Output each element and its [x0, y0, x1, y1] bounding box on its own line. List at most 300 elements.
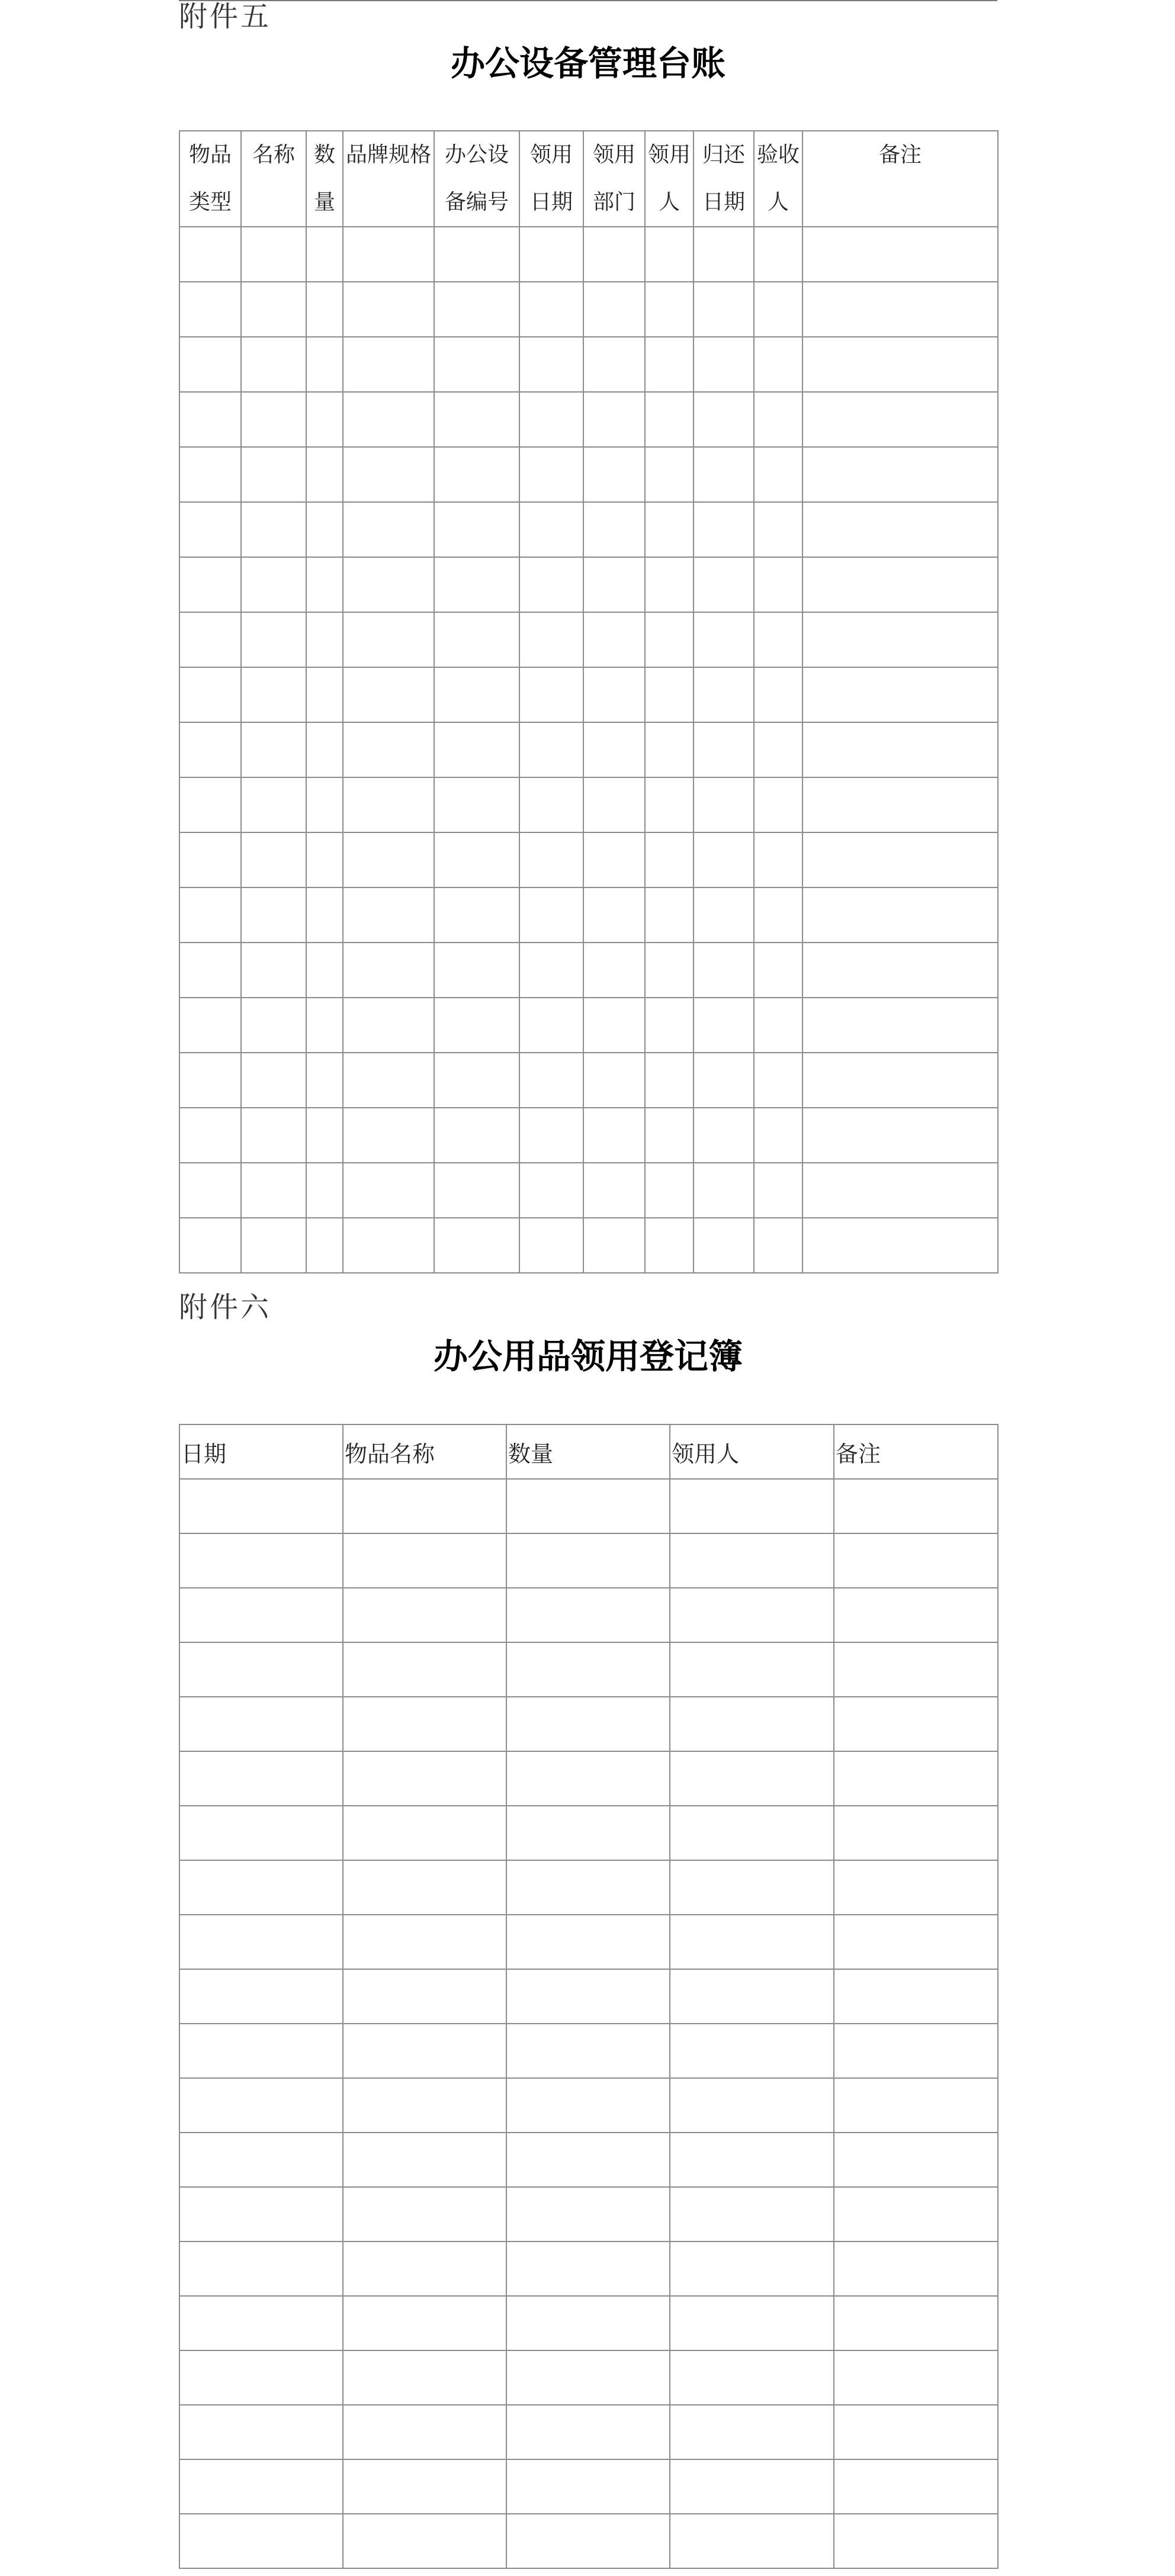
table-cell[interactable]	[343, 1697, 506, 1751]
table-cell[interactable]	[519, 722, 583, 777]
table-cell[interactable]	[506, 2024, 670, 2078]
table-cell[interactable]	[179, 337, 241, 392]
table-cell[interactable]	[506, 2459, 670, 2514]
table-cell[interactable]	[179, 777, 241, 832]
table-cell[interactable]	[802, 943, 998, 998]
table-cell[interactable]	[754, 227, 802, 282]
table-cell[interactable]	[434, 998, 519, 1053]
table-cell[interactable]	[241, 887, 306, 943]
table-cell[interactable]	[506, 2350, 670, 2405]
table-cell[interactable]	[519, 887, 583, 943]
table-cell[interactable]	[802, 612, 998, 667]
table-cell[interactable]	[694, 667, 754, 722]
table-cell[interactable]	[434, 832, 519, 887]
table-cell[interactable]	[694, 1108, 754, 1163]
table-cell[interactable]	[179, 1806, 343, 1860]
table-cell[interactable]	[343, 832, 434, 887]
table-cell[interactable]	[645, 612, 694, 667]
table-cell[interactable]	[179, 612, 241, 667]
table-cell[interactable]	[583, 1053, 645, 1108]
table-cell[interactable]	[583, 337, 645, 392]
table-cell[interactable]	[179, 998, 241, 1053]
table-cell[interactable]	[434, 557, 519, 612]
table-cell[interactable]	[754, 722, 802, 777]
table-cell[interactable]	[179, 1915, 343, 1969]
table-cell[interactable]	[179, 557, 241, 612]
table-cell[interactable]	[306, 887, 343, 943]
table-cell[interactable]	[241, 557, 306, 612]
table-cell[interactable]	[179, 1218, 241, 1273]
table-cell[interactable]	[306, 722, 343, 777]
table-cell[interactable]	[179, 2241, 343, 2296]
table-cell[interactable]	[519, 943, 583, 998]
table-cell[interactable]	[670, 2350, 834, 2405]
table-cell[interactable]	[343, 887, 434, 943]
table-cell[interactable]	[179, 1697, 343, 1751]
table-cell[interactable]	[670, 2459, 834, 2514]
table-cell[interactable]	[645, 943, 694, 998]
table-cell[interactable]	[645, 557, 694, 612]
table-cell[interactable]	[694, 1163, 754, 1218]
table-cell[interactable]	[834, 2459, 998, 2514]
table-cell[interactable]	[343, 227, 434, 282]
table-cell[interactable]	[179, 2187, 343, 2241]
table-cell[interactable]	[583, 832, 645, 887]
table-cell[interactable]	[583, 887, 645, 943]
table-cell[interactable]	[306, 227, 343, 282]
table-cell[interactable]	[583, 1163, 645, 1218]
table-cell[interactable]	[834, 2024, 998, 2078]
table-cell[interactable]	[179, 1053, 241, 1108]
table-cell[interactable]	[519, 667, 583, 722]
table-cell[interactable]	[434, 392, 519, 447]
table-cell[interactable]	[802, 832, 998, 887]
table-cell[interactable]	[583, 447, 645, 502]
table-cell[interactable]	[241, 998, 306, 1053]
table-cell[interactable]	[434, 502, 519, 557]
table-cell[interactable]	[519, 1108, 583, 1163]
table-cell[interactable]	[670, 2514, 834, 2568]
table-cell[interactable]	[306, 943, 343, 998]
table-cell[interactable]	[343, 2078, 506, 2133]
table-cell[interactable]	[506, 1969, 670, 2024]
table-cell[interactable]	[754, 1053, 802, 1108]
table-cell[interactable]	[179, 1163, 241, 1218]
table-cell[interactable]	[583, 722, 645, 777]
table-cell[interactable]	[306, 1108, 343, 1163]
table-cell[interactable]	[343, 1806, 506, 1860]
table-cell[interactable]	[834, 2514, 998, 2568]
table-cell[interactable]	[670, 2241, 834, 2296]
table-cell[interactable]	[645, 1163, 694, 1218]
table-cell[interactable]	[754, 392, 802, 447]
table-cell[interactable]	[343, 1218, 434, 1273]
table-cell[interactable]	[834, 2241, 998, 2296]
table-cell[interactable]	[754, 1108, 802, 1163]
table-cell[interactable]	[754, 887, 802, 943]
table-cell[interactable]	[506, 1479, 670, 1533]
table-cell[interactable]	[179, 2078, 343, 2133]
table-cell[interactable]	[179, 1533, 343, 1588]
table-cell[interactable]	[583, 502, 645, 557]
table-cell[interactable]	[519, 227, 583, 282]
table-cell[interactable]	[306, 502, 343, 557]
table-cell[interactable]	[306, 777, 343, 832]
table-cell[interactable]	[343, 1969, 506, 2024]
table-cell[interactable]	[179, 392, 241, 447]
table-cell[interactable]	[583, 557, 645, 612]
table-cell[interactable]	[179, 227, 241, 282]
table-cell[interactable]	[343, 1163, 434, 1218]
table-cell[interactable]	[834, 1533, 998, 1588]
table-cell[interactable]	[343, 1751, 506, 1806]
table-cell[interactable]	[343, 1915, 506, 1969]
table-cell[interactable]	[434, 337, 519, 392]
table-cell[interactable]	[434, 1108, 519, 1163]
table-cell[interactable]	[834, 1806, 998, 1860]
table-cell[interactable]	[506, 2078, 670, 2133]
table-cell[interactable]	[834, 2350, 998, 2405]
table-cell[interactable]	[670, 2133, 834, 2187]
table-cell[interactable]	[834, 2405, 998, 2459]
table-cell[interactable]	[306, 447, 343, 502]
table-cell[interactable]	[434, 227, 519, 282]
table-cell[interactable]	[343, 1533, 506, 1588]
table-cell[interactable]	[343, 2514, 506, 2568]
table-cell[interactable]	[306, 1053, 343, 1108]
table-cell[interactable]	[670, 1860, 834, 1915]
table-cell[interactable]	[506, 1860, 670, 1915]
table-cell[interactable]	[754, 667, 802, 722]
table-cell[interactable]	[802, 998, 998, 1053]
table-cell[interactable]	[179, 447, 241, 502]
table-cell[interactable]	[802, 777, 998, 832]
table-cell[interactable]	[754, 943, 802, 998]
table-cell[interactable]	[754, 1163, 802, 1218]
table-cell[interactable]	[834, 2296, 998, 2350]
table-cell[interactable]	[179, 1108, 241, 1163]
table-cell[interactable]	[434, 1053, 519, 1108]
table-cell[interactable]	[670, 2296, 834, 2350]
table-cell[interactable]	[754, 998, 802, 1053]
table-cell[interactable]	[241, 722, 306, 777]
table-cell[interactable]	[241, 667, 306, 722]
table-cell[interactable]	[179, 667, 241, 722]
table-cell[interactable]	[834, 1697, 998, 1751]
table-cell[interactable]	[179, 1860, 343, 1915]
table-cell[interactable]	[241, 612, 306, 667]
table-cell[interactable]	[506, 1751, 670, 1806]
table-cell[interactable]	[645, 1108, 694, 1163]
table-cell[interactable]	[802, 392, 998, 447]
table-cell[interactable]	[754, 832, 802, 887]
table-cell[interactable]	[506, 1915, 670, 1969]
table-cell[interactable]	[343, 667, 434, 722]
table-cell[interactable]	[179, 722, 241, 777]
table-cell[interactable]	[434, 282, 519, 337]
table-cell[interactable]	[834, 1588, 998, 1642]
table-cell[interactable]	[434, 612, 519, 667]
table-cell[interactable]	[179, 2350, 343, 2405]
table-cell[interactable]	[754, 1218, 802, 1273]
table-cell[interactable]	[519, 998, 583, 1053]
table-cell[interactable]	[694, 1053, 754, 1108]
table-cell[interactable]	[241, 282, 306, 337]
table-cell[interactable]	[306, 667, 343, 722]
table-cell[interactable]	[306, 1218, 343, 1273]
table-cell[interactable]	[645, 392, 694, 447]
table-cell[interactable]	[694, 1218, 754, 1273]
table-cell[interactable]	[241, 227, 306, 282]
table-cell[interactable]	[834, 1751, 998, 1806]
table-cell[interactable]	[519, 1218, 583, 1273]
table-cell[interactable]	[802, 227, 998, 282]
table-cell[interactable]	[583, 777, 645, 832]
table-cell[interactable]	[645, 1053, 694, 1108]
table-cell[interactable]	[343, 392, 434, 447]
table-cell[interactable]	[343, 1108, 434, 1163]
table-cell[interactable]	[754, 282, 802, 337]
table-cell[interactable]	[506, 2187, 670, 2241]
table-cell[interactable]	[343, 502, 434, 557]
table-cell[interactable]	[179, 887, 241, 943]
table-cell[interactable]	[179, 2514, 343, 2568]
table-cell[interactable]	[583, 612, 645, 667]
table-cell[interactable]	[241, 337, 306, 392]
table-cell[interactable]	[343, 1479, 506, 1533]
table-cell[interactable]	[506, 2133, 670, 2187]
table-cell[interactable]	[179, 2405, 343, 2459]
table-cell[interactable]	[670, 1642, 834, 1697]
table-cell[interactable]	[343, 2405, 506, 2459]
table-cell[interactable]	[434, 667, 519, 722]
table-cell[interactable]	[583, 1218, 645, 1273]
table-cell[interactable]	[754, 777, 802, 832]
table-cell[interactable]	[754, 502, 802, 557]
table-cell[interactable]	[179, 1751, 343, 1806]
table-cell[interactable]	[802, 557, 998, 612]
table-cell[interactable]	[583, 227, 645, 282]
table-cell[interactable]	[670, 2078, 834, 2133]
table-cell[interactable]	[343, 1860, 506, 1915]
table-cell[interactable]	[694, 447, 754, 502]
table-cell[interactable]	[519, 502, 583, 557]
table-cell[interactable]	[343, 1053, 434, 1108]
table-cell[interactable]	[645, 447, 694, 502]
table-cell[interactable]	[434, 722, 519, 777]
table-cell[interactable]	[645, 998, 694, 1053]
table-cell[interactable]	[670, 1751, 834, 1806]
table-cell[interactable]	[694, 502, 754, 557]
table-cell[interactable]	[306, 612, 343, 667]
table-cell[interactable]	[241, 502, 306, 557]
table-cell[interactable]	[519, 392, 583, 447]
table-cell[interactable]	[434, 887, 519, 943]
table-cell[interactable]	[434, 777, 519, 832]
table-cell[interactable]	[645, 887, 694, 943]
table-cell[interactable]	[519, 832, 583, 887]
table-cell[interactable]	[343, 777, 434, 832]
table-cell[interactable]	[694, 998, 754, 1053]
table-cell[interactable]	[506, 2405, 670, 2459]
table-cell[interactable]	[645, 337, 694, 392]
table-cell[interactable]	[306, 832, 343, 887]
table-cell[interactable]	[802, 1218, 998, 1273]
table-cell[interactable]	[519, 282, 583, 337]
table-cell[interactable]	[343, 998, 434, 1053]
table-cell[interactable]	[434, 1163, 519, 1218]
table-cell[interactable]	[694, 832, 754, 887]
table-cell[interactable]	[506, 1588, 670, 1642]
table-cell[interactable]	[694, 337, 754, 392]
table-cell[interactable]	[802, 1163, 998, 1218]
table-cell[interactable]	[343, 2350, 506, 2405]
table-cell[interactable]	[645, 502, 694, 557]
table-cell[interactable]	[694, 557, 754, 612]
table-cell[interactable]	[519, 557, 583, 612]
table-cell[interactable]	[306, 392, 343, 447]
table-cell[interactable]	[802, 887, 998, 943]
table-cell[interactable]	[343, 2187, 506, 2241]
table-cell[interactable]	[179, 1588, 343, 1642]
table-cell[interactable]	[506, 2296, 670, 2350]
table-cell[interactable]	[670, 1697, 834, 1751]
table-cell[interactable]	[645, 722, 694, 777]
table-cell[interactable]	[506, 1697, 670, 1751]
table-cell[interactable]	[834, 2133, 998, 2187]
table-cell[interactable]	[306, 998, 343, 1053]
table-cell[interactable]	[670, 2187, 834, 2241]
table-cell[interactable]	[670, 2024, 834, 2078]
table-cell[interactable]	[694, 612, 754, 667]
table-cell[interactable]	[670, 2405, 834, 2459]
table-cell[interactable]	[802, 1108, 998, 1163]
table-cell[interactable]	[506, 1806, 670, 1860]
table-cell[interactable]	[754, 557, 802, 612]
table-cell[interactable]	[179, 943, 241, 998]
table-cell[interactable]	[670, 1533, 834, 1588]
table-cell[interactable]	[802, 282, 998, 337]
table-cell[interactable]	[343, 2133, 506, 2187]
table-cell[interactable]	[343, 2241, 506, 2296]
table-cell[interactable]	[834, 1642, 998, 1697]
table-cell[interactable]	[241, 447, 306, 502]
table-cell[interactable]	[506, 2241, 670, 2296]
table-cell[interactable]	[583, 1108, 645, 1163]
table-cell[interactable]	[241, 777, 306, 832]
table-cell[interactable]	[694, 227, 754, 282]
table-cell[interactable]	[179, 832, 241, 887]
table-cell[interactable]	[343, 2296, 506, 2350]
table-cell[interactable]	[306, 337, 343, 392]
table-cell[interactable]	[583, 667, 645, 722]
table-cell[interactable]	[694, 887, 754, 943]
table-cell[interactable]	[241, 832, 306, 887]
table-cell[interactable]	[506, 1533, 670, 1588]
table-cell[interactable]	[583, 392, 645, 447]
table-cell[interactable]	[343, 612, 434, 667]
table-cell[interactable]	[179, 502, 241, 557]
table-cell[interactable]	[670, 1806, 834, 1860]
table-cell[interactable]	[179, 2133, 343, 2187]
table-cell[interactable]	[519, 1163, 583, 1218]
table-cell[interactable]	[241, 1218, 306, 1273]
table-cell[interactable]	[434, 943, 519, 998]
table-cell[interactable]	[179, 1479, 343, 1533]
table-cell[interactable]	[179, 2459, 343, 2514]
table-cell[interactable]	[645, 777, 694, 832]
table-cell[interactable]	[670, 1479, 834, 1533]
table-cell[interactable]	[802, 337, 998, 392]
table-cell[interactable]	[343, 2459, 506, 2514]
table-cell[interactable]	[519, 777, 583, 832]
table-cell[interactable]	[506, 1642, 670, 1697]
table-cell[interactable]	[519, 612, 583, 667]
table-cell[interactable]	[343, 447, 434, 502]
table-cell[interactable]	[694, 392, 754, 447]
table-cell[interactable]	[754, 612, 802, 667]
table-cell[interactable]	[583, 998, 645, 1053]
table-cell[interactable]	[343, 337, 434, 392]
table-cell[interactable]	[343, 1642, 506, 1697]
table-cell[interactable]	[179, 2296, 343, 2350]
table-cell[interactable]	[179, 1642, 343, 1697]
table-cell[interactable]	[241, 392, 306, 447]
table-cell[interactable]	[670, 1588, 834, 1642]
table-cell[interactable]	[583, 282, 645, 337]
table-cell[interactable]	[179, 2024, 343, 2078]
table-cell[interactable]	[519, 1053, 583, 1108]
table-cell[interactable]	[694, 777, 754, 832]
table-cell[interactable]	[802, 502, 998, 557]
table-cell[interactable]	[694, 282, 754, 337]
table-cell[interactable]	[343, 943, 434, 998]
table-cell[interactable]	[694, 943, 754, 998]
table-cell[interactable]	[670, 1969, 834, 2024]
table-cell[interactable]	[670, 1915, 834, 1969]
table-cell[interactable]	[241, 1108, 306, 1163]
table-cell[interactable]	[434, 447, 519, 502]
table-cell[interactable]	[306, 282, 343, 337]
table-cell[interactable]	[834, 1479, 998, 1533]
table-cell[interactable]	[645, 282, 694, 337]
table-cell[interactable]	[434, 1218, 519, 1273]
table-cell[interactable]	[179, 1969, 343, 2024]
table-cell[interactable]	[519, 337, 583, 392]
table-cell[interactable]	[343, 557, 434, 612]
table-cell[interactable]	[834, 1969, 998, 2024]
table-cell[interactable]	[179, 282, 241, 337]
table-cell[interactable]	[343, 282, 434, 337]
table-cell[interactable]	[645, 227, 694, 282]
table-cell[interactable]	[519, 447, 583, 502]
table-cell[interactable]	[306, 557, 343, 612]
table-cell[interactable]	[583, 943, 645, 998]
table-cell[interactable]	[834, 2078, 998, 2133]
table-cell[interactable]	[343, 2024, 506, 2078]
table-cell[interactable]	[343, 722, 434, 777]
table-cell[interactable]	[802, 1053, 998, 1108]
table-cell[interactable]	[343, 1588, 506, 1642]
table-cell[interactable]	[802, 447, 998, 502]
table-cell[interactable]	[834, 1860, 998, 1915]
table-cell[interactable]	[754, 447, 802, 502]
table-cell[interactable]	[834, 1915, 998, 1969]
table-cell[interactable]	[754, 337, 802, 392]
table-cell[interactable]	[694, 722, 754, 777]
table-cell[interactable]	[645, 832, 694, 887]
table-cell[interactable]	[802, 722, 998, 777]
